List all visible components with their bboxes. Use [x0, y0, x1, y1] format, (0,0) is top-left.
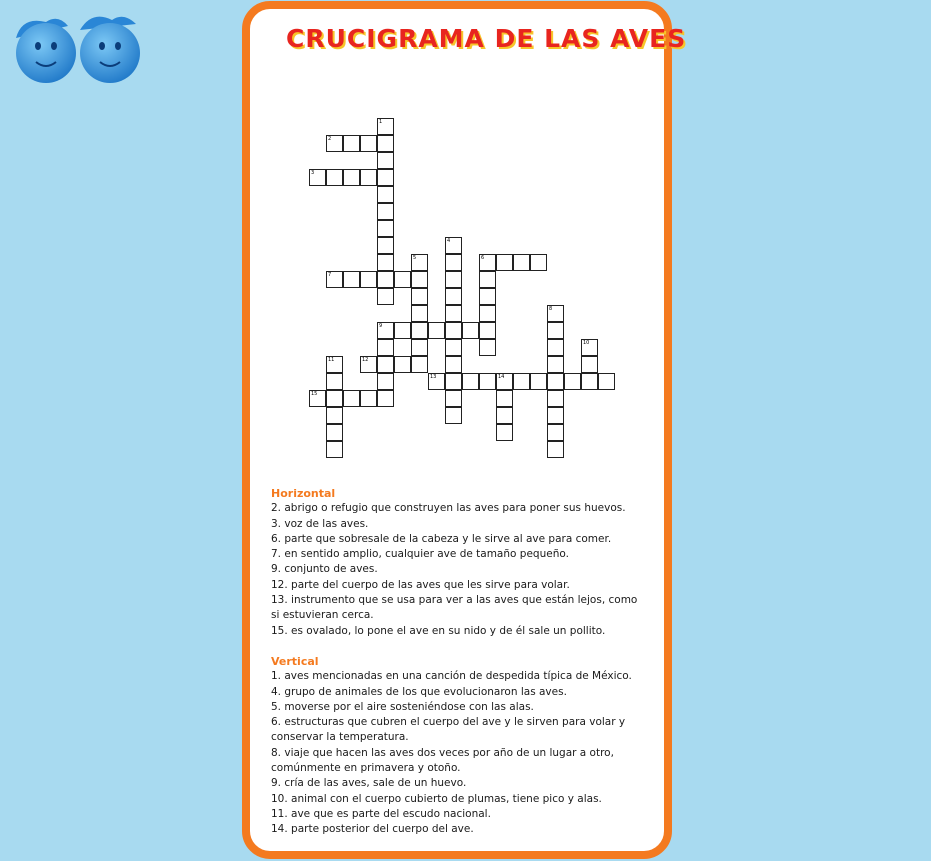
crossword-cell[interactable]	[445, 390, 462, 407]
crossword-cell[interactable]	[496, 424, 513, 441]
cell-number: 4	[447, 238, 451, 244]
crossword-cell[interactable]	[581, 339, 598, 356]
crossword-cell[interactable]	[496, 373, 513, 390]
crossword-cell[interactable]	[377, 203, 394, 220]
crossword-cell[interactable]	[326, 356, 343, 373]
crossword-cell[interactable]	[360, 356, 377, 373]
crossword-cell[interactable]	[377, 373, 394, 390]
crossword-cell[interactable]	[445, 288, 462, 305]
crossword-cell[interactable]	[377, 356, 394, 373]
crossword-cell[interactable]	[547, 356, 564, 373]
crossword-cell[interactable]	[360, 135, 377, 152]
cell-number: 3	[311, 170, 315, 176]
cell-number: 2	[328, 136, 332, 142]
crossword-cell[interactable]	[377, 237, 394, 254]
crossword-cell[interactable]	[326, 271, 343, 288]
clue-v5: 5. moverse por el aire sosteniéndose con las alas.	[271, 700, 534, 713]
crossword-cell[interactable]	[326, 135, 343, 152]
crossword-cell[interactable]	[547, 424, 564, 441]
crossword-cell[interactable]	[581, 356, 598, 373]
crossword-cell[interactable]	[445, 339, 462, 356]
cell-number: 6	[481, 255, 485, 261]
crossword-cell[interactable]	[326, 441, 343, 458]
crossword-cell[interactable]	[326, 169, 343, 186]
crossword-cell[interactable]	[445, 237, 462, 254]
clue-v1: 1. aves mencionadas en una canción de despedida típica de México.	[271, 670, 632, 683]
crossword-cell[interactable]	[377, 254, 394, 271]
crossword-cell[interactable]	[411, 254, 428, 271]
clue-v4: 4. grupo de animales de los que evolucionaron las aves.	[271, 685, 567, 698]
crossword-cell[interactable]	[445, 271, 462, 288]
cell-number: 5	[413, 255, 417, 261]
crossword-cell[interactable]	[581, 373, 598, 390]
cell-number: 11	[328, 357, 335, 363]
crossword-cell[interactable]	[479, 254, 496, 271]
crossword-cell[interactable]	[411, 356, 428, 373]
cell-number: 9	[379, 323, 383, 329]
cell-number: 13	[430, 374, 437, 380]
crossword-cell[interactable]	[360, 390, 377, 407]
clue-h3: 3. voz de las aves.	[271, 517, 369, 530]
crossword-cell[interactable]	[445, 356, 462, 373]
clue-h2: 2. abrigo o refugio que construyen las aves para poner sus huevos.	[271, 502, 626, 515]
clue-h7: 7. en sentido amplio, cualquier ave de tamaño pequeño.	[271, 548, 569, 561]
crossword-cell[interactable]	[411, 305, 428, 322]
horizontal-clues	[271, 501, 641, 639]
page-title: CRUCIGRAMA DE LAS AVES	[286, 24, 687, 53]
crossword-cell[interactable]	[547, 373, 564, 390]
crossword-cell[interactable]	[479, 322, 496, 339]
crossword-cell[interactable]	[530, 373, 547, 390]
crossword-cell[interactable]	[547, 305, 564, 322]
crossword-cell[interactable]	[428, 373, 445, 390]
crossword-cell[interactable]	[445, 305, 462, 322]
cell-number: 1	[379, 119, 383, 125]
vertical-heading: Vertical	[271, 654, 319, 668]
crossword-cell[interactable]	[394, 322, 411, 339]
cell-number: 7	[328, 272, 332, 278]
clue-v9: 9. cría de las aves, sale de un huevo.	[271, 777, 467, 790]
crossword-cell[interactable]	[428, 322, 445, 339]
crossword-cell[interactable]	[530, 254, 547, 271]
crossword-cell[interactable]	[394, 356, 411, 373]
crossword-cell[interactable]	[377, 135, 394, 152]
crossword-cell[interactable]	[377, 169, 394, 186]
crossword-cell[interactable]	[377, 118, 394, 135]
crossword-cell[interactable]	[343, 271, 360, 288]
clue-v6: 6. estructuras que cubren el cuerpo del ave y le sirven para volar y conservar la temperatura.	[271, 716, 626, 744]
crossword-cell[interactable]	[547, 407, 564, 424]
crossword-cell[interactable]	[377, 152, 394, 169]
cell-number: 12	[362, 357, 369, 363]
crossword-cell[interactable]	[445, 322, 462, 339]
crossword-cell[interactable]	[360, 169, 377, 186]
clue-h9: 9. conjunto de aves.	[271, 563, 378, 576]
crossword-cell[interactable]	[462, 373, 479, 390]
clue-h6: 6. parte que sobresale de la cabeza y le sirve al ave para comer.	[271, 532, 612, 545]
crossword-cell[interactable]	[496, 254, 513, 271]
clue-v8: 8. viaje que hacen las aves dos veces por año de un lugar a otro, comúnmente en primavera y otoño.	[271, 746, 614, 775]
crossword-cell[interactable]	[394, 271, 411, 288]
crossword-cell[interactable]	[496, 390, 513, 407]
crossword-cell[interactable]	[377, 220, 394, 237]
cell-number: 14	[498, 374, 505, 380]
clue-v11: 11. ave que es parte del escudo nacional.	[271, 807, 491, 820]
crossword-cell[interactable]	[343, 390, 360, 407]
crossword-cell[interactable]	[479, 271, 496, 288]
crossword-cell[interactable]	[411, 322, 428, 339]
crossword-cell[interactable]	[462, 322, 479, 339]
clue-v10: 10. animal con el cuerpo cubierto de plumas, tiene pico y alas.	[271, 792, 602, 805]
crossword-cell[interactable]	[479, 288, 496, 305]
crossword-cell[interactable]	[496, 407, 513, 424]
crossword-cell[interactable]	[309, 169, 326, 186]
crossword-cell[interactable]	[326, 407, 343, 424]
clues-section	[271, 486, 641, 838]
crossword-cell[interactable]	[479, 339, 496, 356]
crossword-cell[interactable]	[564, 373, 581, 390]
crossword-cell[interactable]	[411, 288, 428, 305]
crossword-cell[interactable]	[377, 271, 394, 288]
crossword-cell[interactable]	[377, 339, 394, 356]
crossword-cell[interactable]	[445, 254, 462, 271]
crossword-cell[interactable]	[598, 373, 615, 390]
crossword-cell[interactable]	[377, 186, 394, 203]
cell-number: 15	[311, 391, 318, 397]
crossword-cell[interactable]	[377, 322, 394, 339]
cell-number: 10	[583, 340, 590, 346]
clue-h15: 15. es ovalado, lo pone el ave en su nido y de él sale un pollito.	[271, 624, 606, 637]
crossword-cell[interactable]	[445, 407, 462, 424]
crossword-cell[interactable]	[309, 390, 326, 407]
crossword-cell[interactable]	[377, 390, 394, 407]
crossword-cell[interactable]	[547, 390, 564, 407]
crossword-cell[interactable]	[343, 169, 360, 186]
crossword-cell[interactable]	[326, 424, 343, 441]
crossword-cell[interactable]	[360, 271, 377, 288]
crossword-cell[interactable]	[479, 305, 496, 322]
crossword-cell[interactable]	[411, 339, 428, 356]
crossword-cell[interactable]	[513, 254, 530, 271]
crossword-cell[interactable]	[326, 390, 343, 407]
cell-number: 8	[549, 306, 553, 312]
clue-v14: 14. parte posterior del cuerpo del ave.	[271, 823, 474, 836]
crossword-cell[interactable]	[377, 288, 394, 305]
crossword-cell[interactable]	[479, 373, 496, 390]
crossword-cell[interactable]	[343, 135, 360, 152]
crossword-cell[interactable]	[513, 373, 530, 390]
crossword-cell[interactable]	[326, 373, 343, 390]
crossword-cell[interactable]	[445, 373, 462, 390]
horizontal-heading: Horizontal	[271, 487, 336, 500]
vertical-clues	[271, 669, 641, 837]
crossword-cell[interactable]	[547, 322, 564, 339]
crossword-cell[interactable]	[547, 339, 564, 356]
crossword-cell[interactable]	[411, 271, 428, 288]
clue-h13: 13. instrumento que se usa para ver a las aves que están lejos, como si estuvieran cerca.	[271, 594, 638, 622]
clue-h12: 12. parte del cuerpo de las aves que les sirve para volar.	[271, 578, 570, 591]
crossword-cell[interactable]	[547, 441, 564, 458]
